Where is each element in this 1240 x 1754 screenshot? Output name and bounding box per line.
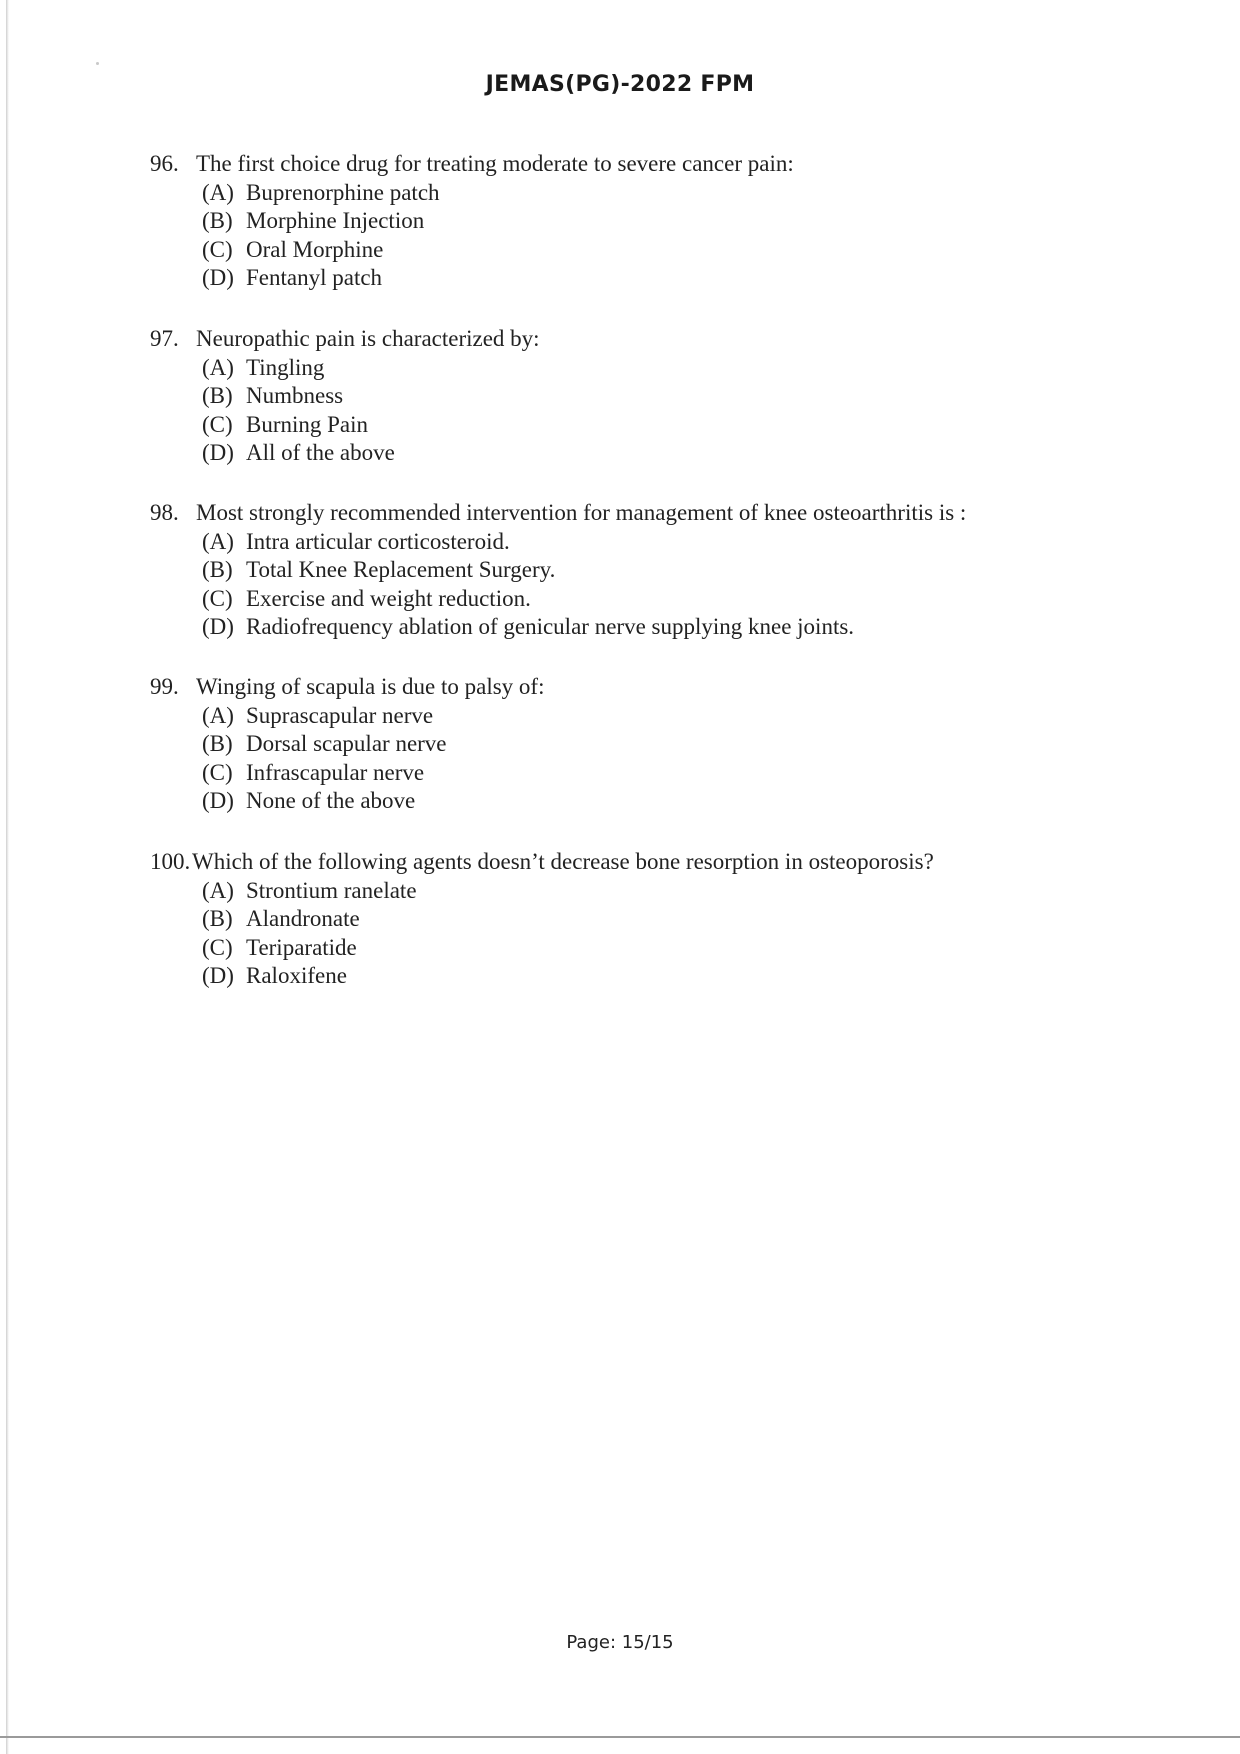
question-stem [150,150,1050,179]
option-letter: (A) [202,702,234,728]
option-list [150,179,1050,293]
question-98 [150,499,1150,642]
option-text: Radiofrequency ablation of genicular nerve supplying knee joints. [246,614,855,639]
option-c [202,759,1050,788]
option-text: Raloxifene [246,963,347,988]
option-letter: (A) [202,354,234,380]
option-letter: (B) [202,557,233,582]
option-b [202,730,1050,759]
question-99 [150,673,1050,816]
question-text: Neuropathic pain is characterized by: [196,326,540,351]
option-c [202,236,1050,265]
option-letter: (B) [202,906,233,931]
question-stem [150,848,1150,877]
option-text: Total Knee Replacement Surgery. [246,557,556,582]
option-text: Dorsal scapular nerve [246,731,447,756]
option-d [202,962,1150,991]
option-text: Exercise and weight reduction. [246,585,531,611]
option-d [202,439,1050,468]
scan-left-edge [6,0,9,1754]
option-a [202,528,1150,557]
option-letter: (C) [202,411,233,437]
option-list [150,528,1150,642]
option-a [202,702,1050,731]
option-text: Suprascapular nerve [246,702,434,728]
question-stem [150,499,1150,528]
option-letter: (A) [202,877,234,903]
option-letter: (D) [202,963,234,988]
option-list [150,354,1050,468]
question-stem [150,673,1050,702]
option-text: None of the above [246,788,416,813]
option-list [150,877,1150,991]
option-a [202,877,1150,906]
option-text: Burning Pain [246,411,369,437]
option-d [202,787,1050,816]
question-text: Winging of scapula is due to palsy of: [196,674,545,699]
option-letter: (A) [202,179,234,205]
option-text: Fentanyl patch [246,265,383,290]
option-list [150,702,1050,816]
option-b [202,207,1050,236]
question-number: 98. [150,500,179,525]
option-letter: (C) [202,934,233,960]
option-c [202,411,1050,440]
option-text: Teriparatide [246,934,357,960]
option-letter: (C) [202,585,233,611]
option-b [202,905,1150,934]
question-stem [150,325,1050,354]
option-text: Strontium ranelate [246,877,417,903]
option-letter: (C) [202,236,233,262]
option-letter: (B) [202,383,233,408]
option-text: Tingling [246,354,325,380]
option-d [202,613,1150,642]
page-number: Page: 15/15 [566,1632,674,1653]
question-number: 96. [150,151,179,176]
option-letter: (D) [202,440,234,465]
page-header: JEMAS(PG)-2022 FPM [485,72,755,97]
option-d [202,264,1050,293]
option-letter: (B) [202,208,233,233]
question-number: 100. [150,849,191,874]
option-letter: (D) [202,788,234,813]
option-text: Intra articular corticosteroid. [246,528,510,554]
question-text: The first choice drug for treating moderate to severe cancer pain: [196,151,794,176]
option-a [202,179,1050,208]
option-c [202,585,1150,614]
question-number: 99. [150,674,179,699]
question-100 [150,848,1150,991]
option-text: Numbness [246,383,344,408]
option-letter: (B) [202,731,233,756]
option-letter: (A) [202,528,234,554]
option-letter: (D) [202,265,234,290]
question-text: Which of the following agents doesn’t decrease bone resorption in osteoporosis? [192,849,934,874]
option-text: Morphine Injection [246,208,425,233]
question-96 [150,150,1050,293]
option-letter: (D) [202,614,234,639]
option-b [202,382,1050,411]
option-b [202,556,1150,585]
option-letter: (C) [202,759,233,785]
option-a [202,354,1050,383]
option-text: Alandronate [246,906,360,931]
option-text: Buprenorphine patch [246,179,440,205]
option-text: Infrascapular nerve [246,759,425,785]
option-text: Oral Morphine [246,236,384,262]
option-c [202,934,1150,963]
question-text: Most strongly recommended intervention for management of knee osteoarthritis is : [196,500,967,525]
question-number: 97. [150,326,179,351]
option-text: All of the above [246,440,395,465]
question-97 [150,325,1050,468]
scan-speck [96,62,99,65]
scan-bottom-edge [0,1736,1240,1738]
